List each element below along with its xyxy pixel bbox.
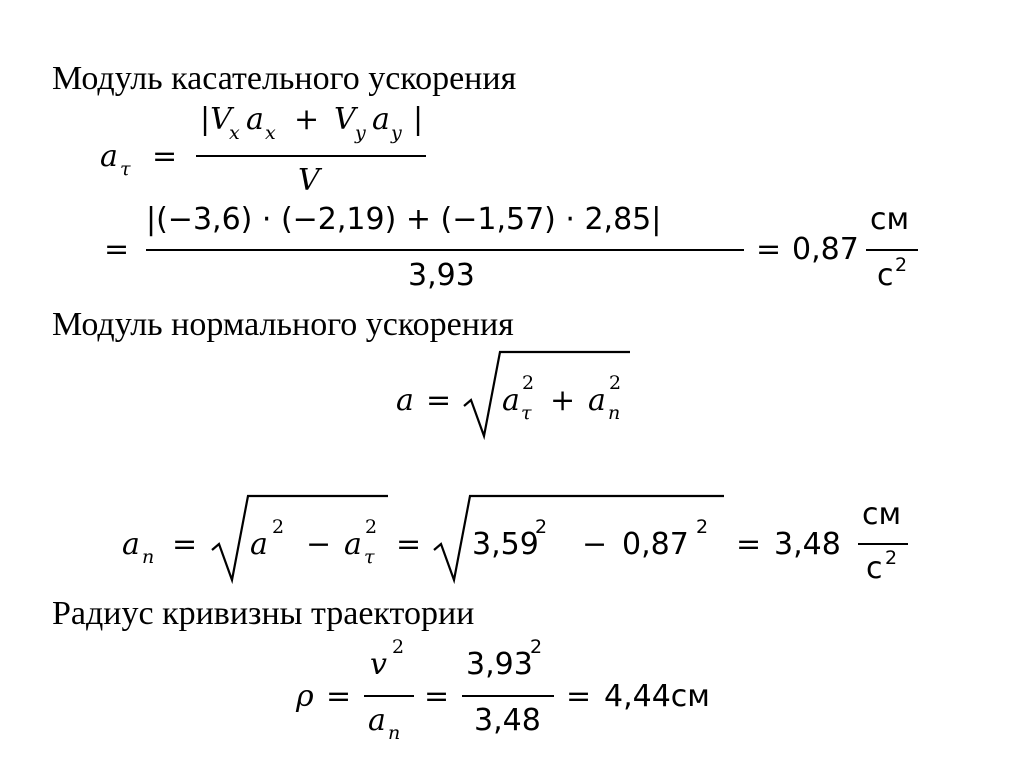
numerator-bar-close: |: [413, 102, 424, 137]
symbol-a: a: [100, 139, 118, 174]
numeric-numerator: |(−3,6) · (−2,19) + (−1,57) · 2,85|: [146, 202, 662, 237]
denominator-V: V: [298, 163, 320, 198]
superscript-2: 2: [696, 516, 709, 538]
unit-denominator: с: [877, 258, 894, 293]
symbol-V: V: [334, 102, 356, 137]
minus-sign: −: [582, 527, 608, 562]
heading-normal-acceleration: Модуль нормального ускорения: [52, 306, 514, 343]
symbol-a: a: [368, 703, 386, 738]
value-0-87: 0,87: [622, 527, 689, 562]
subscript-tau: τ: [364, 546, 375, 568]
equals-sign: =: [566, 679, 592, 714]
subscript-y: y: [355, 122, 366, 144]
symbol-a: a: [372, 102, 390, 137]
symbol-a: a: [344, 527, 362, 562]
unit-fraction-line: [858, 543, 908, 545]
subscript-n: n: [388, 722, 401, 744]
value-3-48: 3,48: [474, 703, 541, 738]
superscript-2: 2: [272, 516, 285, 538]
superscript-2: 2: [530, 636, 543, 658]
unit-numerator: см: [870, 202, 910, 237]
equals-sign: =: [424, 679, 450, 714]
value-3-59: 3,59: [472, 527, 539, 562]
superscript-2: 2: [365, 516, 378, 538]
fraction-line: [146, 249, 744, 251]
subscript-tau: τ: [120, 158, 131, 180]
unit-denominator: с: [866, 551, 883, 586]
unit-exponent: 2: [885, 547, 898, 569]
unit-numerator: см: [862, 497, 902, 532]
equals-sign: =: [152, 139, 178, 174]
subscript-n: n: [142, 546, 155, 568]
superscript-2: 2: [392, 636, 405, 658]
subscript-tau: τ: [521, 402, 532, 424]
equals-sign: =: [756, 232, 782, 267]
symbol-a: a: [246, 102, 264, 137]
symbol-a: a: [502, 383, 520, 418]
result-value: 4,44см: [604, 679, 710, 714]
radical-sign: [462, 348, 634, 440]
symbol-a: a: [122, 527, 140, 562]
symbol-a: a: [250, 527, 268, 562]
unit-exponent: 2: [895, 254, 908, 276]
subscript-n: n: [608, 402, 621, 424]
result-value: 3,48: [774, 527, 841, 562]
equals-sign: =: [736, 527, 762, 562]
subscript-y: y: [391, 122, 402, 144]
plus-sign: +: [294, 102, 320, 137]
equals-sign: =: [396, 527, 422, 562]
symbol-a: a: [396, 383, 414, 418]
fraction-line: [364, 695, 414, 697]
plus-sign: +: [550, 383, 576, 418]
superscript-2: 2: [609, 372, 622, 394]
minus-sign: −: [306, 527, 332, 562]
radical-sign: [210, 492, 390, 584]
heading-radius-of-curvature: Радиус кривизны траектории: [52, 595, 475, 632]
subscript-x: x: [265, 122, 276, 144]
equals-sign: =: [326, 679, 352, 714]
unit-fraction-line: [866, 249, 918, 251]
equals-sign: =: [426, 383, 452, 418]
symbol-rho: ρ: [296, 679, 314, 714]
superscript-2: 2: [535, 516, 548, 538]
symbol-v: v: [370, 647, 387, 682]
result-value: 0,87: [792, 232, 859, 267]
heading-tangential-acceleration: Модуль касательного ускорения: [52, 60, 517, 97]
subscript-x: x: [229, 122, 240, 144]
numeric-denominator: 3,93: [408, 258, 475, 293]
value-3-93: 3,93: [466, 647, 533, 682]
equals-sign: =: [172, 527, 198, 562]
fraction-line: [462, 695, 554, 697]
fraction-line: [196, 155, 426, 157]
symbol-a: a: [588, 383, 606, 418]
equals-sign: =: [104, 232, 130, 267]
numerator-bar-open: |V: [200, 102, 232, 137]
superscript-2: 2: [522, 372, 535, 394]
